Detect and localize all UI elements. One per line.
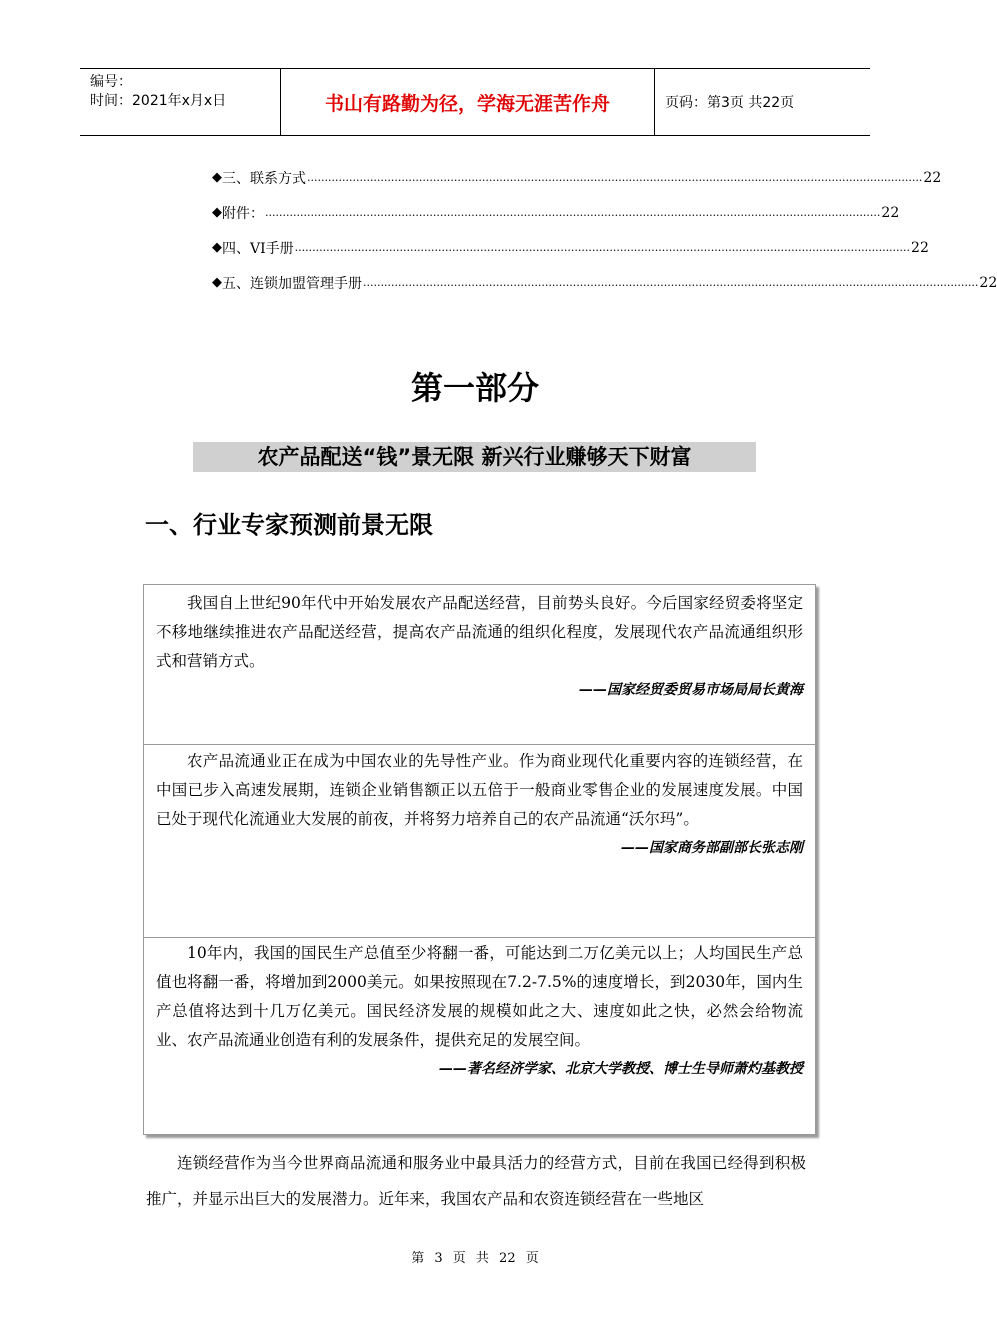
header-table	[80, 68, 870, 136]
toc-entry-label: 三、联系方式	[222, 170, 306, 187]
part-subtitle: 农产品配送“钱”景无限 新兴行业赚够天下财富	[193, 442, 756, 472]
quote-source: ——国家商务部副部长张志刚	[621, 840, 803, 856]
toc-dot-leader: ................................................................................................................................................................................	[363, 276, 979, 289]
document-number-label: 编号：	[90, 74, 132, 90]
toc-entry-page: 22	[911, 239, 929, 256]
toc-entry-page: 22	[881, 204, 900, 221]
quote-block	[144, 747, 815, 863]
diamond-bullet-icon: ◆	[212, 240, 222, 255]
toc-entry-page: 22	[923, 169, 942, 186]
toc-entry[interactable]	[212, 265, 997, 300]
quote-block	[144, 939, 815, 1084]
diamond-bullet-icon: ◆	[212, 170, 222, 185]
quote-source: ——著名经济学家、北京大学教授、博士生导师萧灼基教授	[439, 1061, 803, 1077]
quote-source: ——国家经贸委贸易市场局局长黄海	[579, 682, 803, 698]
body-text	[146, 1145, 806, 1217]
toc-entry[interactable]	[212, 230, 929, 265]
header-left-cell	[80, 69, 281, 135]
toc-dot-leader: ................................................................................................................................................................................	[265, 206, 881, 219]
toc-dot-leader: ................................................................................................................................................................................	[307, 171, 923, 184]
toc-entry-label: 四、VI手册	[222, 240, 294, 257]
header-motto: 书山有路勤为径，学海无涯苦作舟	[281, 69, 655, 135]
quote-text: 10年内，我国的国民生产总值至少将翻一番，可能达到二万亿美元以上；人均国民生产总值也将翻一番，将增加到2000美元。如果按照现在7.2-7.5%的速度增长，到2030年，国内生产总值将达到十几万亿美元。国民经济发展的规模如此之大、速度如此之快，必然会给物流业、农产品流通业创造有利的发展条件，提供充足的发展空间。	[156, 944, 803, 1049]
toc-entry-label: 五、连锁加盟管理手册	[222, 275, 362, 292]
quote-text: 农产品流通业正在成为中国农业的先导性产业。作为商业现代化重要内容的连锁经营，在中国已步入高速发展期，连锁企业销售额正以五倍于一般商业零售企业的发展速度发展。中国已处于现代化流通业大发展的前夜，并将努力培养自己的农产品流通“沃尔玛”。	[156, 752, 803, 828]
quote-block	[144, 589, 815, 705]
diamond-bullet-icon: ◆	[212, 205, 222, 220]
diamond-bullet-icon: ◆	[212, 275, 222, 290]
section-heading: 一、行业专家预测前景无限	[145, 511, 433, 539]
toc-entry[interactable]	[212, 195, 900, 230]
header-page-info: 页码：第3页 共22页	[665, 95, 795, 111]
expert-quotes-box	[143, 584, 816, 1135]
quote-divider	[144, 744, 815, 745]
quote-text: 我国自上世纪90年代中开始发展农产品配送经营，目前势头良好。今后国家经贸委将坚定不移地继续推进农产品配送经营，提高农产品流通的组织化程度，发展现代农产品流通组织形式和营销方式。	[156, 594, 803, 670]
body-paragraph: 连锁经营作为当今世界商品流通和服务业中最具活力的经营方式，目前在我国已经得到积极推广，并显示出巨大的发展潜力。近年来，我国农产品和农资连锁经营在一些地区	[146, 1154, 806, 1208]
page-footer: 第 3 页 共 22 页	[411, 1251, 539, 1266]
part-title: 第一部分	[410, 369, 539, 407]
quote-divider	[144, 937, 815, 938]
toc-entry-label: 附件：	[222, 205, 264, 222]
toc-dot-leader: ................................................................................................................................................................................	[294, 241, 911, 254]
table-of-contents	[212, 160, 997, 300]
toc-entry-page: 22	[979, 274, 997, 291]
document-date: 时间：2021年x月x日	[90, 93, 227, 109]
toc-entry[interactable]	[212, 160, 942, 195]
